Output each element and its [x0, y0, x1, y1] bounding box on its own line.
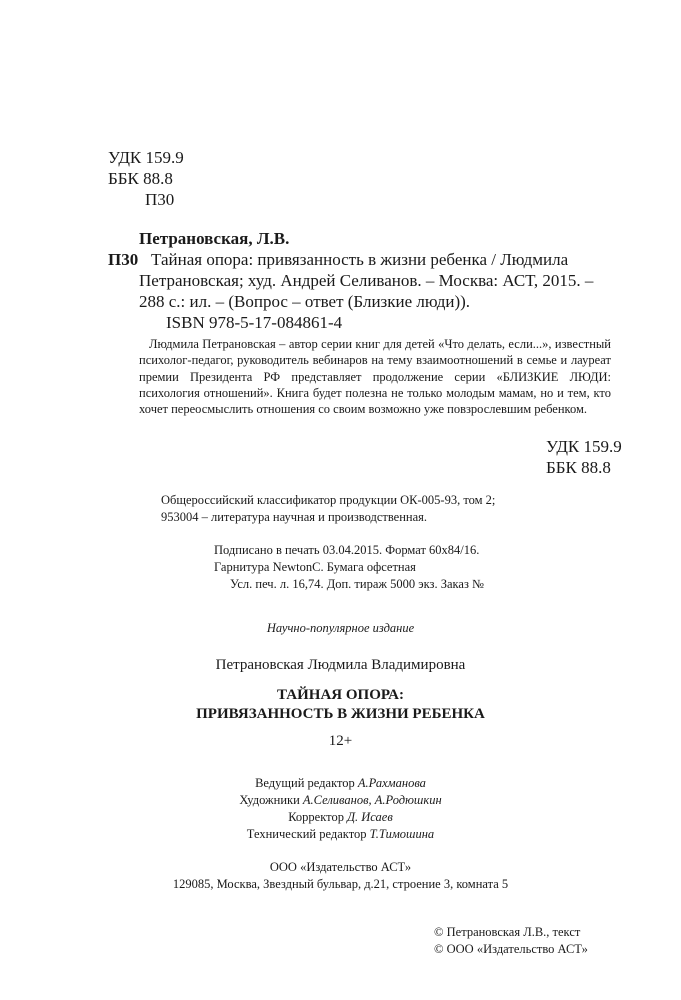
- credit-role: Художники: [239, 793, 300, 807]
- udk-code: УДК 159.9: [108, 148, 184, 167]
- isbn: ISBN 978-5-17-084861-4: [166, 313, 343, 332]
- credit-line: [0, 792, 681, 808]
- print-info-line-1: Подписано в печать 03.04.2015. Формат 60х84/16.: [214, 543, 480, 557]
- book-title-line-2: ПРИВЯЗАННОСТЬ В ЖИЗНИ РЕБЕНКА: [196, 706, 485, 722]
- record-line-3: 288 с.: ил. – (Вопрос – ответ (Близкие люди)).: [139, 292, 471, 311]
- credit-name: Т.Тимошина: [369, 827, 435, 841]
- author-mark: П30: [108, 250, 139, 269]
- book-title-line-1: ТАЙНАЯ ОПОРА:: [277, 687, 404, 703]
- classifier-line-1: Общероссийский классификатор продукции ОК-005-93, том 2;: [161, 493, 496, 507]
- credit-line: [0, 826, 681, 842]
- credit-role: Технический редактор: [246, 827, 367, 841]
- author-full-name: Петрановская Людмила Владимировна: [215, 657, 466, 673]
- credit-role: Ведущий редактор: [255, 776, 355, 790]
- annotation: Людмила Петрановская – автор серии книг для детей «Что делать, если...», известный психолог-педагог, руководитель вебинаров на тему взаимоотношений в семье и лауреат премии Президента РФ представляет продолжение серии «БЛИЗКИЕ ЛЮДИ: психология отношений». Книга будет полезна не только молодым мамам, но и тем, кто хочет переосмыслить отношения со своим возможно уже повзрослевшим ребенком.: [139, 337, 611, 417]
- copyright-line-1: © Петрановская Л.В., текст: [434, 925, 581, 939]
- copyright-line-2: © ООО «Издательство АСТ»: [434, 942, 588, 956]
- credit-name: А.Селиванов, А.Родюшкин: [302, 793, 442, 807]
- publisher-name: ООО «Издательство АСТ»: [269, 860, 412, 874]
- classifier-line-2: 953004 – литература научная и производственная.: [161, 510, 428, 524]
- author-heading: Петрановская, Л.В.: [139, 229, 290, 248]
- publisher-address: 129085, Москва, Звездный бульвар, д.21, строение 3, комната 5: [172, 877, 509, 891]
- author-mark-code: П30: [145, 190, 175, 209]
- print-info-line-2: Гарнитура NewtonC. Бумага офсетная: [214, 560, 416, 574]
- credit-line: [0, 809, 681, 825]
- bbk-code: ББК 88.8: [108, 169, 173, 188]
- credit-name: Д. Исаев: [347, 810, 393, 824]
- record-line-1: Тайная опора: привязанность в жизни ребенка / Людмила: [151, 250, 569, 269]
- age-rating: 12+: [328, 733, 353, 749]
- edition-type: Научно-популярное издание: [266, 621, 415, 635]
- record-line-2: Петрановская; худ. Андрей Селиванов. – Москва: АСТ, 2015. –: [139, 271, 594, 290]
- credit-name: А.Рахманова: [357, 776, 426, 790]
- print-info-line-3: Усл. печ. л. 16,74. Доп. тираж 5000 экз. Заказ №: [230, 577, 484, 591]
- credit-role: Корректор: [288, 810, 344, 824]
- annotation-bbk: ББК 88.8: [546, 458, 611, 477]
- annotation-udk: УДК 159.9: [546, 437, 622, 456]
- credit-line: [0, 775, 681, 791]
